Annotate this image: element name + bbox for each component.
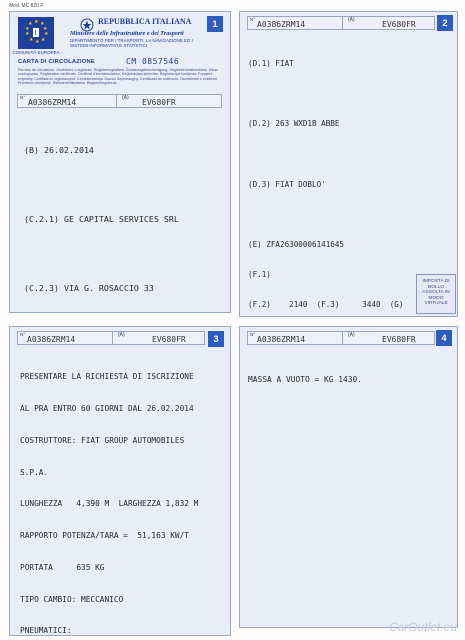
text-line: LUNGHEZZA 4,390 M LARGHEZZA 1,832 M [20, 499, 199, 509]
plate-number: A0386ZRM14 [27, 335, 76, 344]
text-line [248, 150, 413, 160]
svg-text:★: ★ [44, 31, 49, 37]
header-divider [112, 332, 113, 344]
plate-header [247, 331, 435, 345]
tax-stamp: IMPOSTA DI BOLLO ASSOLTA IN MODO VIRTUALE [416, 274, 456, 314]
text-line: (F.2) 2140 (F.3) 3440 (G) [248, 300, 404, 310]
watermark: CarOutlet.eu [388, 620, 457, 634]
svg-text:★: ★ [28, 21, 33, 27]
plate-label: N° [250, 332, 256, 337]
notes-block [20, 351, 198, 636]
text-line: PNEUMATICI: [20, 626, 72, 636]
text-line: (C.2.3) VIA G. ROSACCIO 33 [24, 283, 154, 293]
text-line [24, 180, 179, 192]
plate-header [247, 16, 435, 30]
registration-number: EV680FR [382, 20, 416, 29]
text-line [248, 210, 413, 220]
text-line: RAPPORTO POTENZA/TARA = 51,163 KW/T [20, 531, 189, 541]
eu-flag-icon [18, 17, 54, 49]
plate-number: A0386ZRM14 [257, 20, 306, 29]
plate-label: N° [20, 95, 26, 100]
department-title: DIPARTIMENTO PER I TRASPORTI, LA NAVIGAZIONE ED I SISTEMI INFORMATIVI E STATISTICI [70, 38, 193, 48]
panel-4 [239, 326, 458, 628]
plate-label: N° [250, 17, 256, 22]
ministry-title: Ministero delle Infrastrutture e dei Trasporti [70, 30, 184, 37]
svg-text:★: ★ [25, 26, 30, 32]
registration-number: EV680FR [142, 98, 176, 107]
panel-number: 1 [207, 16, 223, 32]
panel-number: 2 [437, 15, 453, 31]
svg-text:★: ★ [35, 39, 40, 45]
svg-text:★: ★ [40, 21, 45, 27]
panel-1 [9, 11, 231, 313]
svg-text:★: ★ [41, 37, 46, 43]
text-line: (F.1) [248, 270, 271, 280]
owner-block [24, 122, 179, 313]
text-line: (D.2) 263 WXD1B ABBE [248, 119, 340, 129]
text-line: TIPO CAMBIO: MECCANICO [20, 594, 124, 604]
plate-label: N° [20, 332, 26, 337]
svg-text:★: ★ [34, 19, 39, 25]
svg-text:I: I [34, 29, 37, 37]
document-title: CARTA DI CIRCOLAZIONE [18, 59, 95, 65]
registration-label: (A) [348, 332, 355, 338]
text-line: AL PRA ENTRO 60 GIORNI DAL 26.02.2014 [20, 403, 194, 413]
eu-caption: COMUNITÀ EUROPEA [12, 50, 60, 55]
plate-header [17, 331, 205, 345]
panel-3 [9, 326, 231, 636]
text-line: COSTRUTTORE: FIAT GROUP AUTOMOBILES [20, 435, 185, 445]
text-line: (C.2.1) GE CAPITAL SERVICES SRL [24, 214, 179, 224]
panel-number: 4 [436, 330, 452, 346]
text-line: (D.3) FIAT DOBLO' [248, 179, 326, 189]
text-line: PORTATA 635 KG [20, 562, 105, 572]
republic-title: REPUBBLICA ITALIANA [98, 17, 192, 26]
text-line: (E) ZFA26300006141645 [248, 239, 345, 249]
text-line: S.P.A. [20, 467, 49, 477]
form-model-label: Mod. MC 820 F [9, 3, 44, 9]
registration-label: (A) [348, 17, 355, 23]
plate-number: A0386ZRM14 [257, 335, 306, 344]
header-divider [342, 17, 343, 29]
svg-text:★: ★ [25, 31, 30, 37]
text-line: PRESENTARE LA RICHIESTA DI ISCRIZIONE [20, 372, 194, 382]
text-line: (D.1) FIAT [248, 59, 294, 69]
text-line [24, 249, 179, 261]
panel-2 [239, 11, 458, 317]
registration-label: (A) [122, 95, 129, 101]
registration-number: EV680FR [382, 335, 416, 344]
header-divider [116, 95, 117, 107]
panel-number: 3 [208, 331, 224, 347]
text-line: (B) 26.02.2014 [24, 145, 94, 155]
svg-text:★: ★ [29, 37, 34, 43]
serial-number: CM 0857546 [126, 57, 180, 66]
mass-block [248, 352, 362, 407]
text-line: MASSA A VUOTO = KG 1430. [248, 375, 363, 384]
text-line [248, 89, 413, 99]
registration-number: EV680FR [152, 335, 186, 344]
registration-label: (A) [118, 332, 125, 338]
header-divider [342, 332, 343, 344]
svg-text:★: ★ [43, 26, 48, 32]
plate-header [17, 94, 222, 108]
multilingual-title: Permiso de circulación. Osvědčení o registraci. Registreringsattest. Zulassungsbescheinigung. Registreerimistunnistus. Άδεια κυκλοφορίας. Registration certificate. Certificat d'immatriculation. Reģistrācijas apliecība. Registracijos liudijimas. Forgalmi engedély. Certifikat ta' reġistrazzjoni. Kentekenbewijs. Dowód Rejestracyjny. Certificado de matrícula. Osvedčenie o evidencii. Prometno dovoljenje. Rekisteröintitodistus. Registreringsbevis. [18, 68, 218, 86]
vehicle-data-block [248, 39, 413, 317]
plate-number: A0386ZRM14 [28, 98, 77, 107]
republic-emblem-icon [80, 17, 94, 31]
